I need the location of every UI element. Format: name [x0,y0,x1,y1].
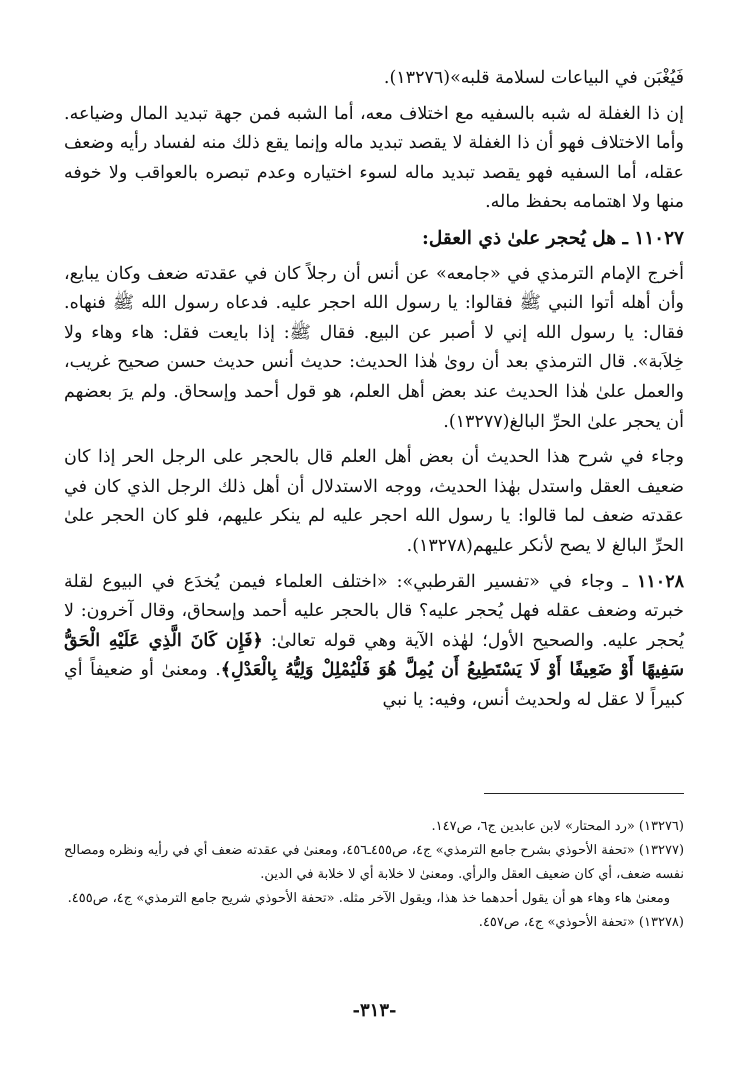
footnote-13277-continuation: ومعنىٰ هاء وهاء هو أن يقول أحدهما خذ هذا، ويقول الآخر مثله. «تحفة الأحوذي شريح جامع الترمذي» ج٤، ص٤٥٥. [67,891,670,906]
footnotes [64,815,684,935]
footnote-13276: (١٣٢٧٦) «رد المحتار» لابن عابدين ج٦، ص١٤٧. [431,819,684,834]
paragraph-hadith-explanation: وجاء في شرح هذا الحديث أن بعض أهل العلم قال بالحجر على الرجل الحر إذا كان ضعيف العقل واستدل بهٰذا الحديث، ووجه الاستدلال أن أهل ذلك الرجل الذي كان في عقدته ضعف لما قالوا: يا رسول الله احجر عليه لم ينكر عليهم، فلو كان الحجر علىٰ الحرِّ البالغ لا يصح لأنكر عليهم(١٣٢٧٨). [64,447,684,556]
paragraph-tirmidhi: أخرج الإمام الترمذي في «جامعه» عن أنس أن رجلاً كان في عقدته ضعف وكان يبايع، وأن أهله أتوا النبي ﷺ فقالوا: يا رسول الله احجر عليه. فدعاه رسول الله ﷺ فنهاه. فقال: يا رسول الله إني لا أصبر عن البيع. فقال ﷺ: إذا بايعت فقل: هاء وهاء ولا خِلاَبة». قال الترمذي بعد أن روىٰ هٰذا الحديث: حديث أنس حديث حسن صحيح غريب، والعمل علىٰ هٰذا الحديث عند بعض أهل العلم، هو قول أحمد وإسحاق. ولم يرَ بعضهم أن يحجر علىٰ الحرِّ البالغ(١٣٢٧٧). [64,263,684,432]
qurtubi-text-end: . ومعنىٰ أو ضعيفاً أي كبيراً لا عقل له ولحديث أنس، وفيه: يا نبي [64,660,684,710]
paragraph-qurtubi [64,568,684,716]
footnote-13278: (١٣٢٧٨) «تحفة الأحوذي» ج٤، ص٤٥٧. [478,915,684,930]
qurtubi-text-start: ـ وجاء في «تفسير القرطبي»: «اختلف العلماء فيمن يُخدَع في البيوع لقلة خبرته وضعف عقله فهل يُحجر عليه؟ قال بالحجر عليه أحمد وإسحاق، وقال آخرون: لا يُحجر عليه. والصحيح الأول؛ لهٰذه الآية وهي قوله تعالىٰ: [64,571,684,651]
quran-verse: ﴿فَإِن كَانَ الَّذِي عَلَيْهِ الْحَقُّ سَفِيهًا أَوْ ضَعِيفًا أَوْ لَا يَسْتَطِيعُ أَن يُمِلَّ هُوَ فَلْيُمْلِلْ وَلِيُّهُ بِالْعَدْلِ﴾ [64,630,684,681]
main-text [64,64,684,721]
section-heading-11027: ١١٠٢٧ ـ هل يُحجر علىٰ ذي العقل: [422,227,684,249]
page-number: -٣١٣- [352,1000,397,1021]
footnote-divider [484,793,684,794]
footnote-13277: (١٣٢٧٧) «تحفة الأحوذي بشرح جامع الترمذي» ج٤، ص٤٥٥ـ٤٥٦، ومعنىٰ في عقدته ضعف أي في رأيه ونظره ومصالح نفسه ضعف، أي كان ضعيف العقل والرأي. ومعنىٰ لا خلابة أي لا خلابة في الدين. [64,843,685,882]
section-number-11028: ١١٠٢٨ [637,571,684,592]
paragraph-ghafla: إن ذا الغفلة له شبه بالسفيه مع اختلاف معه، أما الشبه فمن جهة تبديد المال وضياعه. وأما الاختلاف فهو أن ذا الغفلة لا يقصد تبديد ماله وإنما يقع ذلك منه لفساد رأيه وضعف عقله، أما السفيه فهو يقصد تبديد ماله لسوء اختياره وعدم تبصره بالعواقب ولا خوفه منها ولا اهتمامه بحفظ ماله. [64,103,684,213]
paragraph-continuation: فَيُغْبَن في البياعات لسلامة قلبه»(١٣٢٧٦). [383,68,684,88]
